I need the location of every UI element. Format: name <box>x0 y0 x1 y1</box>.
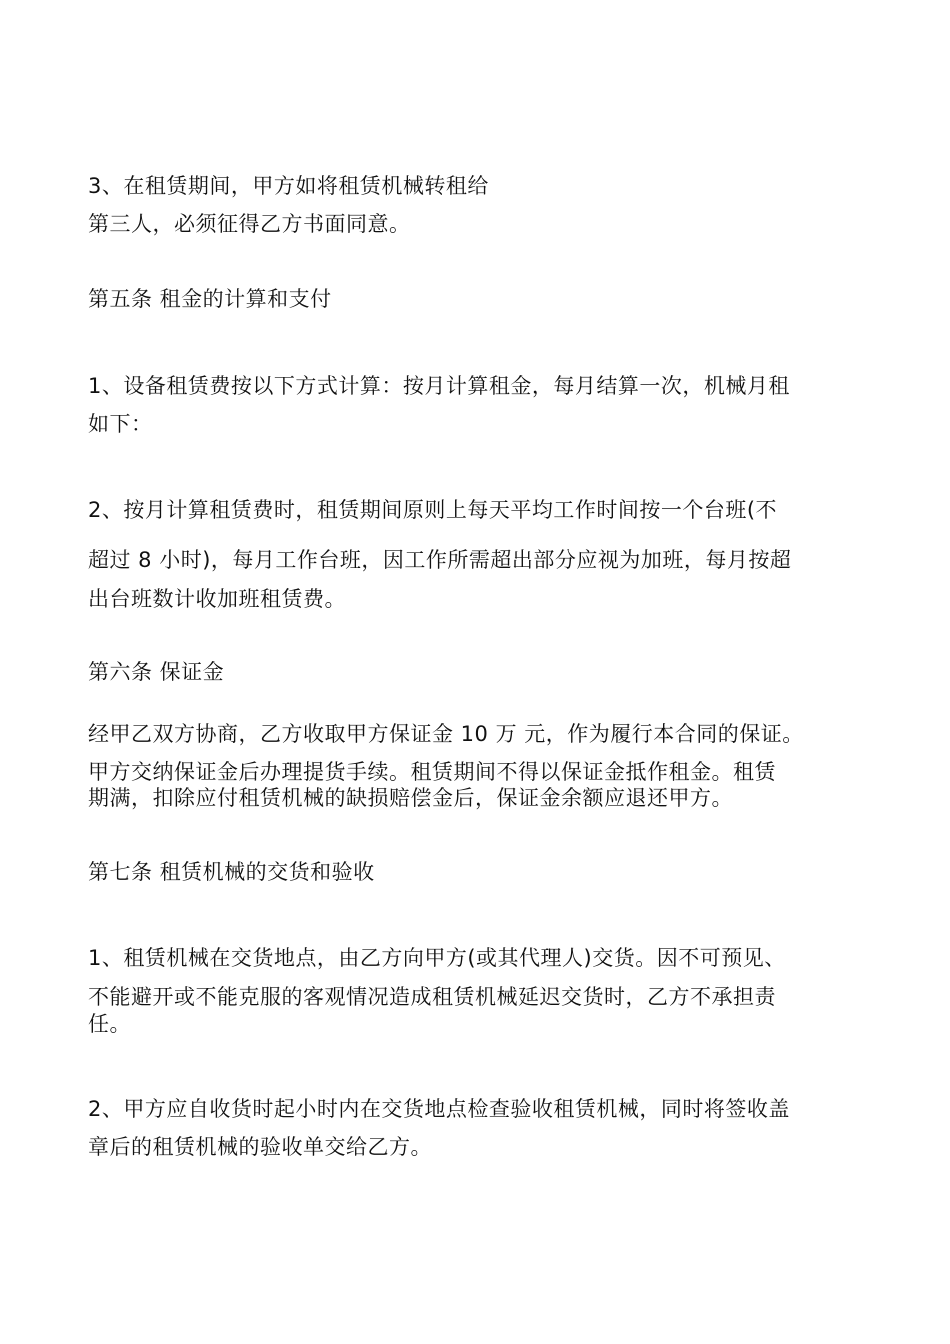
paragraph-line: 2、甲方应自收货时起小时内在交货地点检查验收租赁机械，同时将签收盖 <box>88 1097 790 1121</box>
paragraph-line: 章后的租赁机械的验收单交给乙方。 <box>88 1135 432 1159</box>
paragraph-line: 第三人，必须征得乙方书面同意。 <box>88 212 411 236</box>
paragraph-line: 如下： <box>88 412 153 436</box>
section-heading-article-5: 第五条 租金的计算和支付 <box>88 287 332 311</box>
section-heading-article-7: 第七条 租赁机械的交货和验收 <box>88 860 375 884</box>
paragraph-line: 期满，扣除应付租赁机械的缺损赔偿金后，保证金余额应退还甲方。 <box>88 786 733 810</box>
paragraph-line: 不能避开或不能克服的客观情况造成租赁机械延迟交货时，乙方不承担责 <box>88 985 776 1009</box>
paragraph-line: 出台班数计收加班租赁费。 <box>88 587 346 611</box>
paragraph-line: 任。 <box>88 1012 131 1036</box>
paragraph-line: 经甲乙双方协商，乙方收取甲方保证金 10 万 元，作为履行本合同的保证。 <box>88 722 804 746</box>
paragraph-line: 超过 8 小时)，每月工作台班，因工作所需超出部分应视为加班，每月按超 <box>88 548 792 572</box>
paragraph-line: 3、在租赁期间，甲方如将租赁机械转租给 <box>88 174 489 198</box>
paragraph-line: 2、按月计算租赁费时，租赁期间原则上每天平均工作时间按一个台班(不 <box>88 498 778 522</box>
paragraph-line: 1、设备租赁费按以下方式计算：按月计算租金，每月结算一次，机械月租 <box>88 374 790 398</box>
paragraph-line: 1、租赁机械在交货地点，由乙方向甲方(或其代理人)交货。因不可预见、 <box>88 946 786 970</box>
paragraph-line: 甲方交纳保证金后办理提货手续。租赁期间不得以保证金抵作租金。租赁 <box>88 760 776 784</box>
section-heading-article-6: 第六条 保证金 <box>88 660 225 684</box>
